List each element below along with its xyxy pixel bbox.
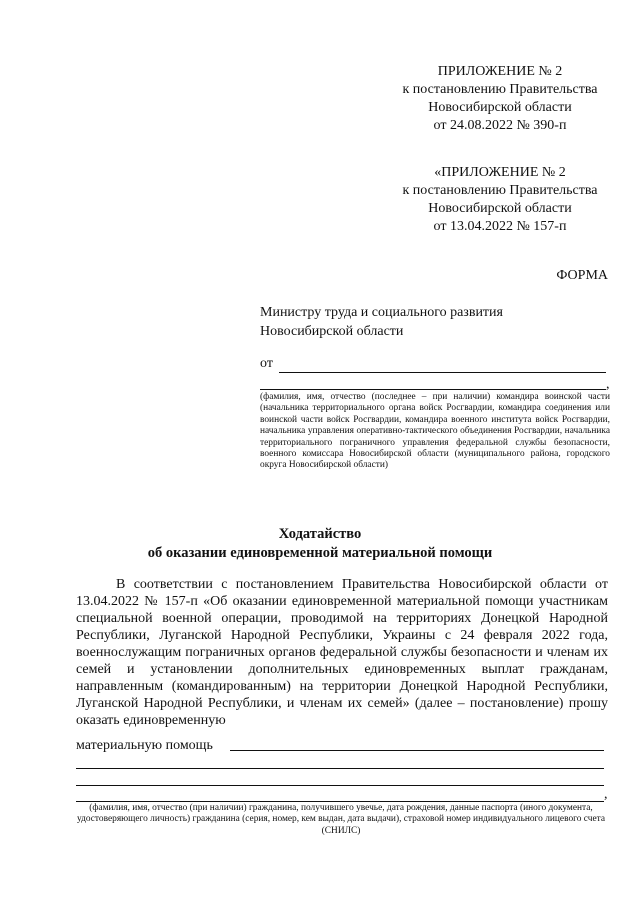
recipient-field-line-3[interactable]	[76, 785, 604, 786]
body-last-line-text: материальную помощь	[76, 738, 213, 753]
from-label: от	[260, 356, 273, 371]
from-field-comma: ,	[606, 377, 610, 392]
addressee-line-1: Министру труда и социального развития	[260, 305, 503, 320]
recipient-field-line-4[interactable]	[76, 801, 604, 802]
appendix-header-current	[388, 63, 612, 135]
appendix-date-number: от 13.04.2022 № 157-п	[433, 219, 567, 234]
appendix-header-previous	[388, 164, 612, 236]
addressee-block	[260, 303, 612, 341]
body-last-line	[76, 737, 213, 754]
recipient-field-line-1[interactable]	[230, 750, 604, 751]
document-title	[0, 525, 640, 563]
appendix-title: «ПРИЛОЖЕНИЕ № 2	[434, 165, 566, 180]
appendix-title: ПРИЛОЖЕНИЕ № 2	[437, 64, 563, 79]
appendix-reference: к постановлению Правительства	[402, 183, 598, 198]
recipient-field-comma: ,	[604, 787, 608, 802]
form-label: ФОРМА	[556, 268, 608, 283]
from-field-line-1[interactable]	[279, 372, 606, 373]
recipient-hint: (фамилия, имя, отчество (при наличии) гражданина, получившего увечье, дата рождения, данные паспорта (иного документа, удостоверяющего личность) гражданина (серия, номер, кем выдан, дата выдачи), страховой номер индивидуального лицевого счета (СНИЛС)	[76, 803, 605, 836]
appendix-region: Новосибирской области	[428, 201, 572, 216]
addressee-hint: (фамилия, имя, отчество (последнее – при наличии) командира воинской части (начальника территориального органа войск Росгвардии, командира соединения или воинской части войск Росгвардии, командира военного института войск Росгвардии, начальника управления оперативно-тактического объединения Росгвардии, начальника территориального пограничного управления федеральной службы безопасности, военного комиссара Новосибирской области (муниципального района, городского округа Новосибирской области)	[260, 392, 610, 471]
body-paragraph: В соответствии с постановлением Правительства Новосибирской области от 13.04.2022 № 157-п «Об оказании единовременной материальной помощи участникам специальной военной операции, проводимой на территориях Донецкой Народной Республики, Луганской Народной Республики, Украины с 24 февраля 2022 года, военнослужащим пограничных органов федеральной службы безопасности и членам их семей и установлении дополнительных единовременных выплат гражданам, направленным (командированным) на территории Донецкой Народной Республики, Луганской Народной Республики, и членам их семей» (далее – постановление) прошу оказать единовременную	[76, 577, 608, 728]
appendix-reference: к постановлению Правительства	[402, 82, 598, 97]
title-line-2: об оказании единовременной материальной помощи	[147, 545, 493, 561]
recipient-field-line-2[interactable]	[76, 768, 604, 769]
addressee-line-2: Новосибирской области	[260, 324, 404, 339]
appendix-date-number: от 24.08.2022 № 390-п	[433, 118, 567, 133]
appendix-region: Новосибирской области	[428, 100, 572, 115]
title-line-1: Ходатайство	[278, 526, 362, 542]
from-field-line-2[interactable]	[260, 389, 606, 390]
